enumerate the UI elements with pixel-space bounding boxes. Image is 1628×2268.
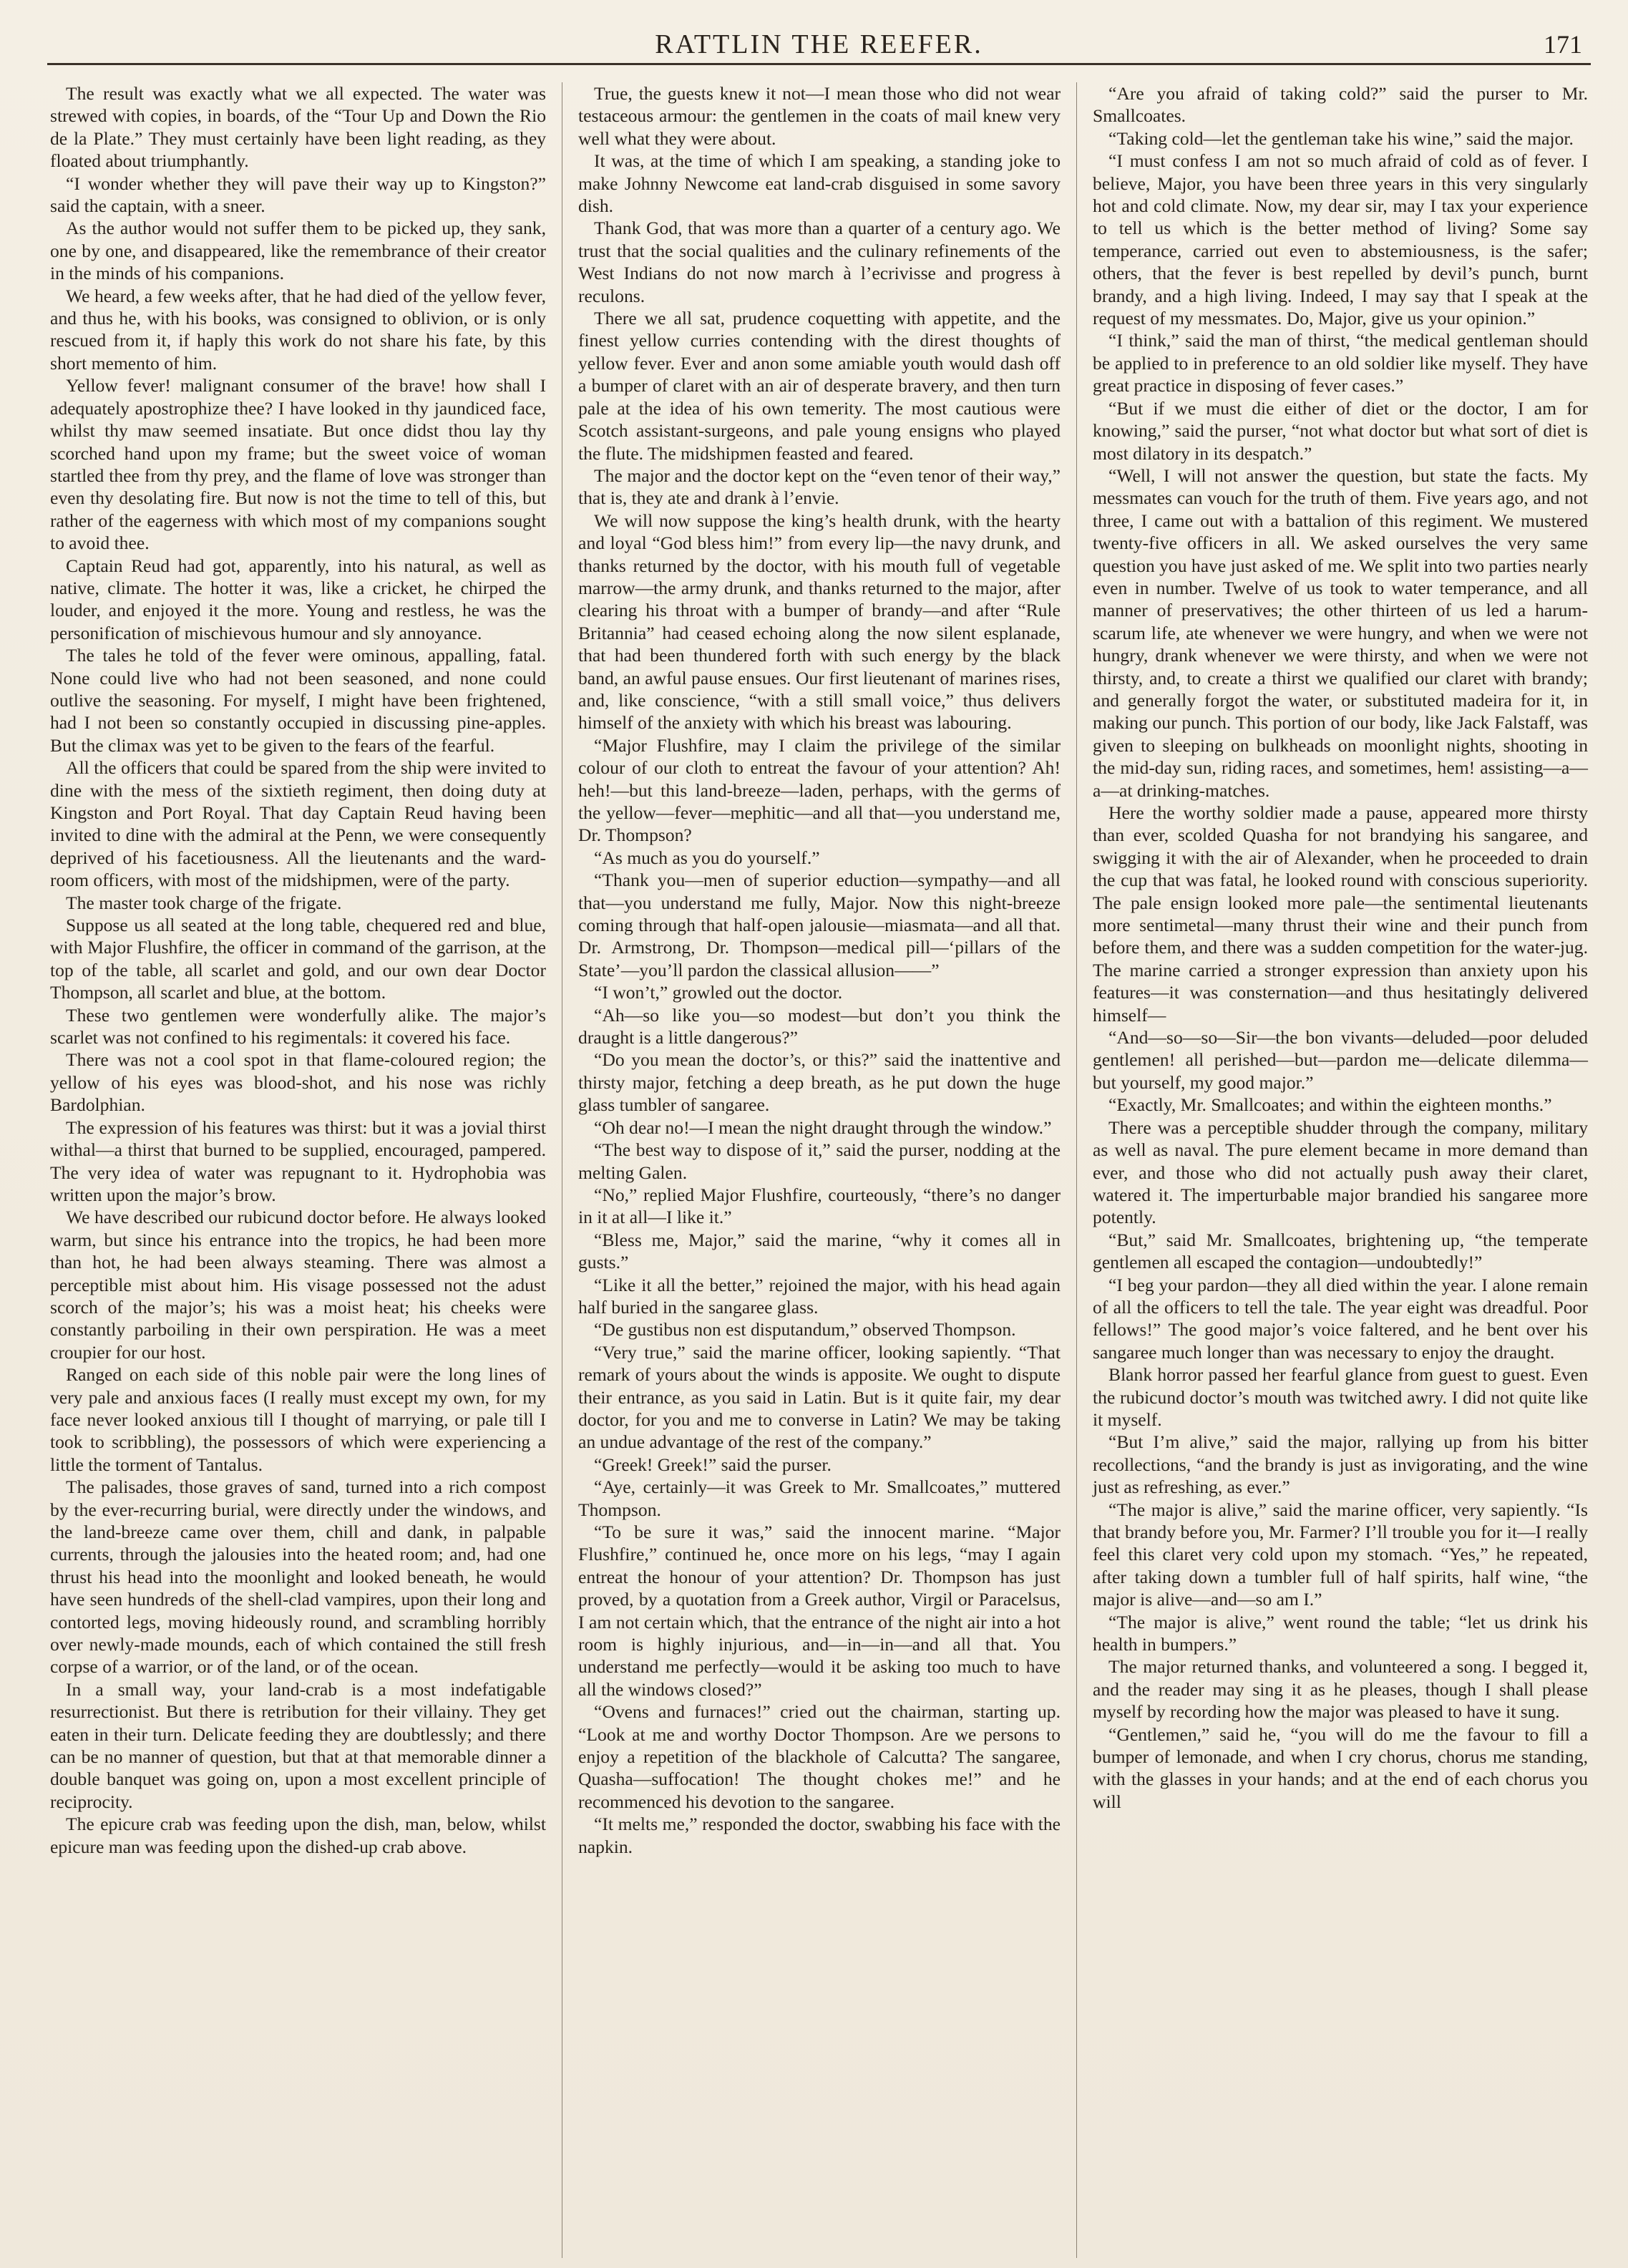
paragraph: The result was exactly what we all expected. The water was strewed with copies, in boards, of the “Tour Up and Down the Rio de la Plate.” They must certainly have been light reading, as they floated about triumphantly. xyxy=(50,83,546,172)
text-columns xyxy=(47,82,1591,2258)
paragraph: “Aye, certainly—it was Greek to Mr. Smallcoates,” muttered Thompson. xyxy=(578,1476,1061,1520)
paragraph: “But if we must die either of diet or the doctor, I am for knowing,” said the purser, “not what doctor but what sort of diet is most dilatory in its despatch.” xyxy=(1093,397,1588,464)
paragraph: “To be sure it was,” said the innocent marine. “Major Flushfire,” continued he, once more on his legs, “may I again entreat the honour of your attention? Dr. Thompson has just proved, by a quotation from a Greek author, Virgil or Paracelsus, I am not certain which, that the entrance of the night air into a hot room is highly injurious, and—in—in—and all that. You understand me perfectly—would it be asking too much to have all the windows closed?” xyxy=(578,1522,1061,1700)
paragraph: “Are you afraid of taking cold?” said the purser to Mr. Smallcoates. xyxy=(1093,83,1588,127)
paragraph: “As much as you do yourself.” xyxy=(594,847,820,868)
paragraph: “Gentlemen,” said he, “you will do me the favour to fill a bumper of lemonade, and when I cry chorus, chorus me standing, with the glasses in your hands; and at the end of each chorus you will xyxy=(1093,1723,1588,1812)
paragraph: “I won’t,” growled out the doctor. xyxy=(594,982,843,1003)
paragraph: We will now suppose the king’s health drunk, with the hearty and loyal “God bless him!” from every lip—the navy drunk, and thanks returned by the doctor, with his mouth full of vegetable marrow—the army drunk, and thanks returned to the major, after clearing his throat with a bumper of brandy—and after “Rule Britannia” had ceased echoing along the now silent esplanade, that had been thundered forth with such energy by the black band, an awful pause ensues. Our first lieutenant of marines rises, and, like conscience, “with a still small voice,” thus delivers himself of the anxiety with which his breast was labouring. xyxy=(578,510,1061,734)
paragraph: It was, at the time of which I am speaking, a standing joke to make Johnny Newcome eat land-crab disguised in some savory dish. xyxy=(578,150,1061,217)
paragraph: “Taking cold—let the gentleman take his wine,” said the major. xyxy=(1108,127,1574,149)
paragraph: “Thank you—men of superior eduction—sympathy—and all that—you understand me fully, Major. Now this night-breeze coming through that half-open jalousie—miasmata—and all that. Dr. Armstrong, Dr. Thompson—medical pill—‘pillars of the State’—you’ll pardon the classical allusion——” xyxy=(578,870,1061,980)
paragraph: True, the guests knew it not—I mean those who did not wear testaceous armour: the gentlemen in the coats of mail knew very well what they were about. xyxy=(578,83,1061,149)
paragraph: “I beg your pardon—they all died within the year. I alone remain of all the officers to tell the tale. The year eight was dreadful. Poor fellows!” The good major’s voice faltered, and he bent over his sangaree much longer than was necessary to enjoy the draught. xyxy=(1093,1274,1588,1363)
paragraph: “Major Flushfire, may I claim the privilege of the similar colour of our cloth to entreat the favour of your attention? Ah! heh!—but this land-breeze—laden, perhaps, with the germs of the yellow—fever—mephitic—and all that—you understand me, Dr. Thompson? xyxy=(578,734,1061,846)
paragraph: “No,” replied Major Flushfire, courteously, “there’s no danger in it at all—I like it.” xyxy=(578,1184,1061,1228)
paragraph: There was not a cool spot in that flame-coloured region; the yellow of his eyes was blood-shot, and his nose was richly Bardolphian. xyxy=(50,1049,546,1116)
paragraph: “I wonder whether they will pave their way up to Kingston?” said the captain, with a sneer. xyxy=(50,172,546,217)
paragraph: “Very true,” said the marine officer, looking sapiently. “That remark of yours about the winds is apposite. We ought to dispute their entrance, as you said in Latin. But is it quite fair, my dear doctor, for you and me to converse in Latin? We may be taking an undue advantage of the rest of the company.” xyxy=(578,1341,1061,1453)
paragraph: These two gentlemen were wonderfully alike. The major’s scarlet was not confined to his regimentals: it covered his face. xyxy=(50,1004,546,1048)
paragraph: “Greek! Greek!” said the purser. xyxy=(594,1454,832,1475)
paragraph: “The best way to dispose of it,” said the purser, nodding at the melting Galen. xyxy=(578,1139,1061,1183)
paragraph: “I think,” said the man of thirst, “the medical gentleman should be applied to in preference to an old soldier like myself. They have great practice in disposing of fever cases.” xyxy=(1093,330,1588,396)
paragraph: “And—so—so—Sir—the bon vivants—deluded—poor deluded gentlemen! all perished—but—pardon me—delicate dilemma—but yourself, my good major.” xyxy=(1093,1027,1588,1093)
paragraph: The tales he told of the fever were ominous, appalling, fatal. None could live who had not been seasoned, and none could outlive the seasoning. For myself, I might have been frightened, had I not been so constantly occupied in discussing pine-apples. But the climax was yet to be given to the fears of the fearful. xyxy=(50,645,546,756)
paragraph: We have described our rubicund doctor before. He always looked warm, but since his entrance into the tropics, he had been more than hot, he had been always steaming. There was almost a perceptible mist about him. His visage possessed not the adust scorch of the major’s; his was a moist heat; his cheeks were constantly parboiling in their own perspiration. He was a meet croupier for our host. xyxy=(50,1207,546,1363)
paragraph: “De gustibus non est disputandum,” observed Thompson. xyxy=(594,1319,1016,1340)
paragraph: “Ah—so like you—so modest—but don’t you think the draught is a little dangerous?” xyxy=(578,1004,1061,1048)
paragraph: Captain Reud had got, apparently, into his natural, as well as native, climate. The hotter it was, like a cricket, he chirped the louder, and enjoyed it the more. Young and restless, he was the personification of mischievous humour and sly annoyance. xyxy=(50,555,546,643)
paragraph: “Oh dear no!—I mean the night draught through the window.” xyxy=(594,1116,1052,1138)
paragraph: “Well, I will not answer the question, but state the facts. My messmates can vouch for the truth of them. Five years ago, and not three, I came out with a battalion of this regiment. We mustered twenty-five officers in all. We asked ourselves the very same question you have just asked of me. We split into two parties nearly even in number. Twelve of us took to water temperance, and all manner of preservatives; the other thirteen of us led a harum-scarum life, ate whenever we were hungry, and when we were not hungry, drank whenever we were thirsty, and when we were not thirsty, and, to create a thirst we qualified our claret with brandy; and generally forgot the water, or substituted madeira for it, in making our punch. This portion of our body, like Jack Falstaff, was given to sleeping on bulkheads on moonlight nights, shooting in the mid-day sun, riding races, and sometimes, hem! assisting—a—a—at drinking-matches. xyxy=(1093,464,1588,801)
paragraph: We heard, a few weeks after, that he had died of the yellow fever, and thus he, with his books, was consigned to oblivion, or is only rescued from it, if haply this work do not share his fate, by this short memento of him. xyxy=(50,285,546,374)
text-column-left xyxy=(47,82,562,2258)
paragraph: “It melts me,” responded the doctor, swabbing his face with the napkin. xyxy=(578,1814,1061,1857)
paragraph: Ranged on each side of this noble pair were the long lines of very pale and anxious faces (I really must except my own, for my face never looked anxious till I thought of marrying, or pale till I took to scribbling), the possessors of which were experiencing a little the torment of Tantalus. xyxy=(50,1364,546,1475)
paragraph: The master took charge of the frigate. xyxy=(66,892,342,913)
paragraph: Blank horror passed her fearful glance from guest to guest. Even the rubicund doctor’s mouth was twitched awry. I did not quite like it myself. xyxy=(1093,1364,1588,1430)
text-column-right xyxy=(1076,82,1591,2258)
paragraph: “The major is alive,” went round the table; “let us drink his health in bumpers.” xyxy=(1093,1611,1588,1655)
paragraph: The expression of his features was thirst: but it was a jovial thirst withal—a thirst that burned to be supplied, encouraged, pampered. The very idea of water was repugnant to it. Hydrophobia was written upon the major’s brow. xyxy=(50,1116,546,1205)
paragraph: The epicure crab was feeding upon the dish, man, below, whilst epicure man was feeding upon the dished-up crab above. xyxy=(50,1814,546,1857)
paragraph: Suppose us all seated at the long table, chequered red and blue, with Major Flushfire, the officer in command of the garrison, at the top of the table, all scarlet and gold, and our own dear Doctor Thompson, all scarlet and blue, at the bottom. xyxy=(50,915,546,1003)
paragraph: “Ovens and furnaces!” cried out the chairman, starting up. “Look at me and worthy Doctor Thompson. Are we persons to enjoy a repetition of the blackhole of Calcutta? The sangaree, Quasha—suffocation! The thought chokes me!” and he recommenced his devotion to the sangaree. xyxy=(578,1701,1061,1812)
paragraph: “But,” said Mr. Smallcoates, brightening up, “the temperate gentlemen all escaped the contagion—undoubtedly!” xyxy=(1093,1229,1588,1273)
paragraph: The major and the doctor kept on the “even tenor of their way,” that is, they ate and drank à l’envie. xyxy=(578,464,1061,509)
paragraph: Here the worthy soldier made a pause, appeared more thirsty than ever, scolded Quasha for not brandying his sangaree, and swigging it with the air of Alexander, when he proceeded to drain the cup that was fatal, he looked round with conscious superiority. The pale ensign looked more pale—the sentimental lieutenants more sentimetal—many thrust their wine and their punch from before them, and there was a sudden competition for the water-jug. The marine carried a stronger expression than anxiety upon his features—it was consternation—and thus hesitatingly delivered himself— xyxy=(1093,802,1588,1026)
paragraph: All the officers that could be spared from the ship were invited to dine with the mess of the sixtieth regiment, then doing duty at Kingston and Port Royal. That day Captain Reud having been invited to dine with the admiral at the Penn, we were consequently deprived of his facetiousness. All the lieutenants and the ward-room officers, with most of the midshipmen, were of the party. xyxy=(50,757,546,891)
running-title: RATTLIN THE REEFER. xyxy=(655,29,983,59)
paragraph: “Like it all the better,” rejoined the major, with his head again half buried in the sangaree glass. xyxy=(578,1274,1061,1318)
paragraph: “Do you mean the doctor’s, or this?” said the inattentive and thirsty major, fetching a deep breath, as he put down the huge glass tumbler of sangaree. xyxy=(578,1049,1061,1116)
text-column-middle xyxy=(562,82,1076,2258)
page-header xyxy=(47,29,1591,65)
paragraph: “But I’m alive,” said the major, rallying up from his bitter recollections, “and the brandy is just as invigorating, and the wine just as refreshing, as ever.” xyxy=(1093,1431,1588,1498)
paragraph: “I must confess I am not so much afraid of cold as of fever. I believe, Major, you have been three years in this very singularly hot and cold climate. Now, my dear sir, may I tax your experience to tell us which is the better method of living? Some say temperance, carried out even to abstemiousness, is the safer; others, that the fever is best repelled by devil’s punch, burnt brandy, and a high living. Indeed, I may say that I speak at the request of my messmates. Do, Major, give us your opinion.” xyxy=(1093,150,1588,329)
paragraph: Thank God, that was more than a quarter of a century ago. We trust that the social qualities and the culinary refinements of the West Indians do not now march à l’ecrivisse and progress à reculons. xyxy=(578,218,1061,306)
page-number: 171 xyxy=(1544,30,1582,59)
paragraph: In a small way, your land-crab is a most indefatigable resurrectionist. But there is retribution for their villainy. They get eaten in their turn. Delicate feeding they are doubtlessly; and there can be no manner of question, but that at that memorable dinner a double banquet was going on, upon a most excellent principle of reciprocity. xyxy=(50,1678,546,1812)
paragraph: “Exactly, Mr. Smallcoates; and within the eighteen months.” xyxy=(1108,1094,1552,1116)
paragraph: “Bless me, Major,” said the marine, “why it comes all in gusts.” xyxy=(578,1229,1061,1273)
paragraph: There we all sat, prudence coquetting with appetite, and the finest yellow curries contending with the direst thoughts of yellow fever. Ever and anon some amiable youth would dash off a bumper of claret with an air of desperate bravery, and then turn pale at the idea of his own temerity. The most cautious were Scotch assistant-surgeons, and pale young ensigns who played the flute. The midshipmen feasted and feared. xyxy=(578,308,1061,464)
paragraph: The major returned thanks, and volunteered a song. I begged it, and the reader may sing it as he pleases, though I shall please myself by recording how the major was pleased to have it sung. xyxy=(1093,1656,1588,1723)
paragraph: As the author would not suffer them to be picked up, they sank, one by one, and disappeared, like the remembrance of their creator in the minds of his companions. xyxy=(50,218,546,284)
paragraph: The palisades, those graves of sand, turned into a rich compost by the ever-recurring burial, were directly under the windows, and the land-breeze came over them, chill and dank, in palpable currents, through the jalousies into the heated room; and, had one thrust his head into the moonlight and looked beneath, he would have seen hundreds of the shell-clad vampires, upon their long and contorted legs, moving hideously round, and scrambling horribly over newly-made mounds, each of which contained the still fresh corpse of a warrior, or of the land, or of the ocean. xyxy=(50,1476,546,1678)
paragraph: There was a perceptible shudder through the company, military as well as naval. The pure element became in more demand than ever, and those who did not actually push away their claret, watered it. The imperturbable major brandied his sangaree more potently. xyxy=(1093,1116,1588,1228)
paragraph: Yellow fever! malignant consumer of the brave! how shall I adequately apostrophize thee? I have looked in thy jaundiced face, whilst thy maw seemed insatiate. But once didst thou lay thy scorched hand upon my frame; but the sweet voice of woman startled thee from thy prey, and the flame of love was stronger than even thy desolating fire. But now is not the time to tell of this, but rather of the eagerness with which most of my companions sought to avoid thee. xyxy=(50,375,546,554)
paragraph: “The major is alive,” said the marine officer, very sapiently. “Is that brandy before you, Mr. Farmer? I’ll trouble you for it—I really feel this claret very cold upon my stomach. “Yes,” he repeated, after taking down a tumbler full of half spirits, half wine, “the major is alive—and—so am I.” xyxy=(1093,1499,1588,1610)
